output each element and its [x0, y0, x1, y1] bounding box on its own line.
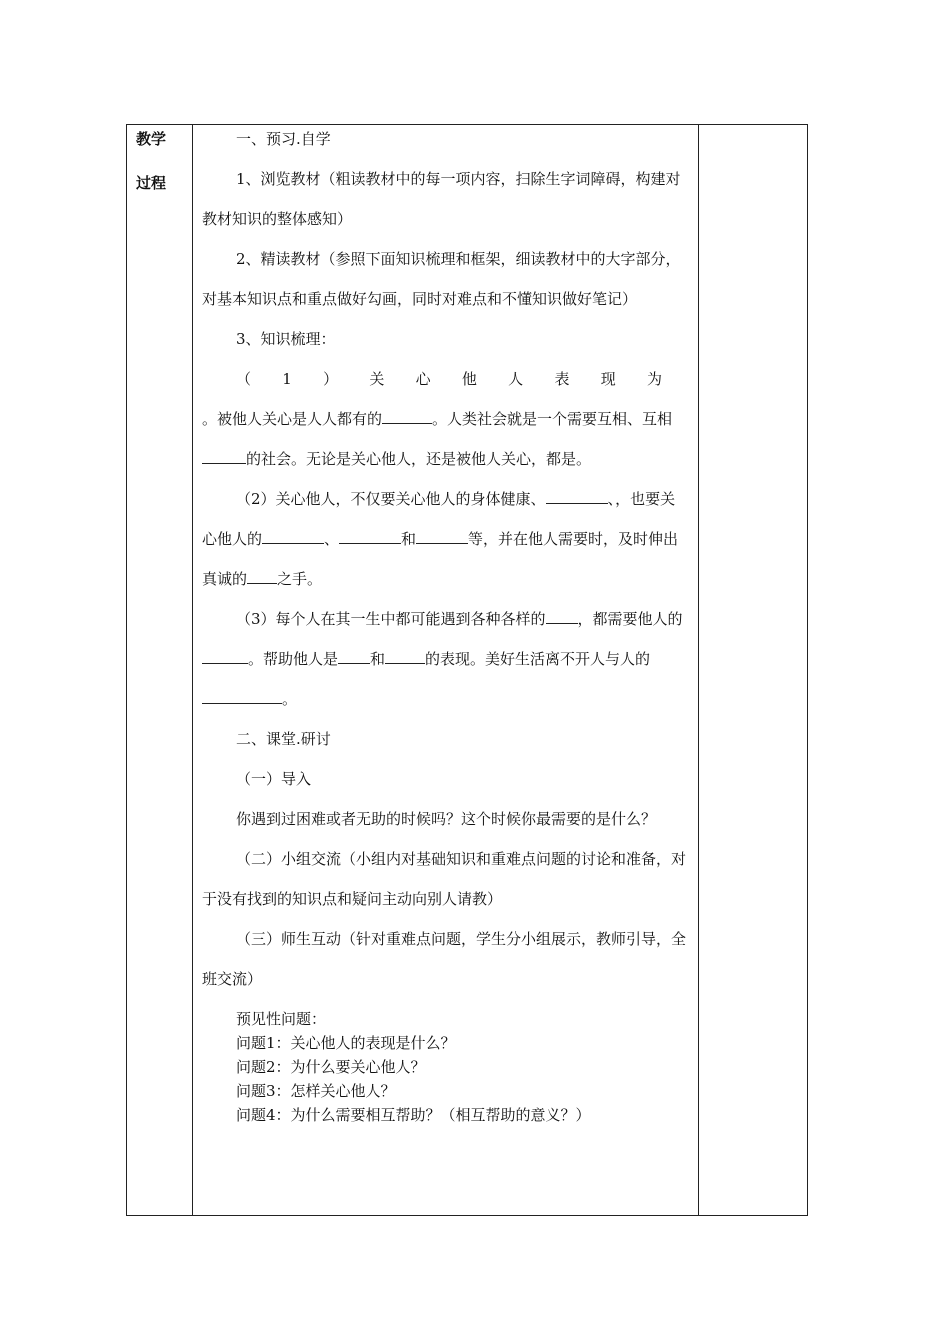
text: 的社会。无论是关心他人，还是被他人关心，都是: [246, 450, 577, 468]
fill-blank[interactable]: [385, 648, 425, 664]
text: 等，并在他人需要时，及时伸出真诚的: [202, 530, 679, 588]
text: 。帮助他人是: [248, 650, 339, 668]
text: 、互相: [627, 410, 673, 428]
column-divider-right: [698, 125, 699, 1215]
fill-blank[interactable]: [546, 608, 578, 624]
text: 、: [607, 490, 616, 508]
row-label-line1: 教学: [136, 130, 167, 148]
subsection-interaction: （三）师生互动（针对重难点问题，学生分小组展示，教师引导，全班交流）: [202, 930, 687, 988]
question-item: 问题4：为什么需要相互帮助？（相互帮助的意义？）: [236, 1106, 591, 1124]
summary-1-heading: [202, 359, 690, 399]
step-summary: 3、知识梳理：: [236, 330, 336, 348]
text: 的表现。美好生活离不开人与人的: [425, 650, 651, 668]
section-title-preview: 一、预习.自学: [236, 130, 331, 148]
fill-blank[interactable]: [202, 648, 248, 664]
intro-question: 你遇到过困难或者无助的时候吗？这个时候你最需要的是什么？: [236, 810, 657, 828]
text: 和: [401, 530, 417, 548]
summary-1-body: [202, 399, 690, 479]
fill-blank[interactable]: [382, 408, 432, 424]
text: 、: [324, 530, 340, 548]
fill-blank[interactable]: [339, 528, 401, 544]
fill-blank[interactable]: [202, 448, 246, 464]
text: ，也要关心他人的: [202, 490, 676, 548]
fill-blank[interactable]: [416, 528, 468, 544]
text: 。: [282, 690, 298, 708]
text: ，都需要他人的: [577, 610, 683, 628]
column-divider-left: [192, 125, 193, 1215]
summary-2: [202, 479, 690, 599]
text: 。被他人关心是人人都有的: [202, 410, 383, 428]
subsection-intro: （一）导入: [236, 770, 312, 788]
summary-3: [202, 599, 690, 719]
subsection-group: （二）小组交流（小组内对基础知识和重难点问题的讨论和准备，对于没有找到的知识点和疑问主动向别人请教）: [202, 850, 687, 908]
step-read: 2、精读教材（参照下面知识梳理和框架，细读教材中的大字部分，对基本知识点和重点做好勾画，同时对难点和不懂知识做好笔记）: [202, 250, 681, 308]
fill-blank[interactable]: [546, 488, 608, 504]
fill-blank[interactable]: [202, 688, 282, 704]
text: 之手。: [277, 570, 323, 588]
step-browse: 1、浏览教材（粗读教材中的每一项内容，扫除生字词障碍，构建对教材知识的整体感知）: [202, 170, 681, 228]
questions-title: 预见性问题：: [236, 1010, 327, 1028]
text: （2）关心他人，不仅要关心他人的身体健康、: [236, 490, 546, 508]
fill-blank[interactable]: [338, 648, 370, 664]
text: （3）每个人在其一生中都可能遇到各种各样的: [236, 610, 546, 628]
summary-1-heading-text: （1）关心他人表现为: [236, 370, 690, 388]
question-item: 问题1：关心他人的表现是什么？: [236, 1034, 456, 1052]
text: 。: [576, 450, 592, 468]
text: 。人类社会就是一个需要互相: [432, 410, 628, 428]
question-item: 问题3：怎样关心他人？: [236, 1082, 396, 1100]
text: 和: [370, 650, 386, 668]
question-item: 问题2：为什么要关心他人？: [236, 1058, 426, 1076]
section-title-discussion: 二、课堂.研讨: [236, 730, 331, 748]
fill-blank[interactable]: [262, 528, 324, 544]
lesson-content: [202, 125, 690, 1127]
row-label-line2: 过程: [136, 174, 167, 192]
fill-blank[interactable]: [247, 568, 277, 584]
